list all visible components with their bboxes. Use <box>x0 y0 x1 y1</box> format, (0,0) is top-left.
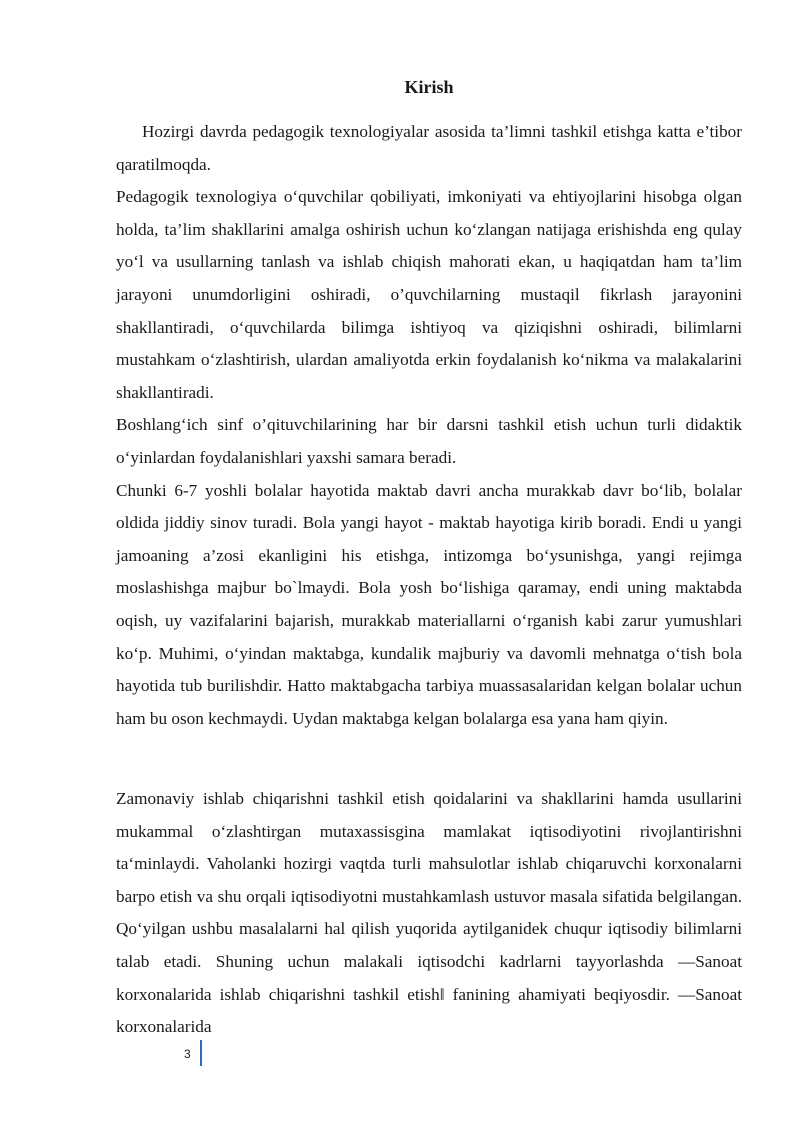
paragraph-3: Boshlang‘ich sinf o’qituvchilarining har bir darsni tashkil etish uchun turli didaktik o‘yinlardan foydalanishlari yaxshi samara beradi. <box>116 415 742 467</box>
paragraph-5: Zamonaviy ishlab chiqarishni tashkil etish qoidalarini va shakllarini hamda usullarini mukammal o‘zlashtirgan mutaxassisgina mamlakat iqtisodiyotini rivojlantirishni ta‘minlaydi. Vaholanki hozirgi vaqtda turli mahsulotlar ishlab chiqaruvchi korxonalarni barpo etish va shu orqali iqtisodiyotni mustahkamlash ustuvor masala sifatida belgilangan. Qo‘yilgan ushbu masalalarni hal qilish yuqorida aytilganidek chuqur iqtisodiy bilimlarni talab etadi. Shuning uchun malakali iqtisodchi kadrlarni tayyorlashda ―Sanoat korxonalarida ishlab chiqarishni tashkil etish‖ fanining ahamiyati beqiyosdir. ―Sanoat korxonalarida <box>116 789 742 1037</box>
page-number: 3 <box>184 1047 191 1061</box>
page-title: Kirish <box>404 77 454 97</box>
paragraph-2: Pedagogik texnologiya o‘quvchilar qobiliyati, imkoniyati va ehtiyojlarini hisobga olgan holda, ta’lim shakllarini amalga oshirish uchun ko‘zlangan natijaga erishishda eng qulay yo‘l va usullarning tanlash va ishlab chiqish mahorati ekan, u haqiqatdan ham ta’lim jarayoni unumdorligini oshiradi, o’quvchilarning mustaqil fikrlash jarayonini shakllantiradi, o‘quvchilarda bilimga ishtiyoq va qiziqishni oshiradi, bilimlarni mustahkam o‘zlashtirish, ulardan amaliyotda erkin foydalanish ko‘nikma va malakalarini shakllantiradi. <box>116 187 742 402</box>
introduction-body <box>116 116 742 735</box>
introduction-body-continued <box>116 783 742 1044</box>
paragraph-4: Chunki 6-7 yoshli bolalar hayotida maktab davri ancha murakkab davr bo‘lib, bolalar oldida jiddiy sinov turadi. Bola yangi hayot - maktab hayotiga kirib boradi. Endi u yangi jamoaning a’zosi ekanligini his etishga, intizomga bo‘ysunishga, yangi rejimga moslashishga majbur bo`lmaydi. Bola yosh bo‘lishiga qaramay, endi uning maktabda oqish, uy vazifalarini bajarish, murakkab materiallarni o‘rganish kabi zarur yumushlari ko‘p. Muhimi, o‘yindan maktabga, kundalik majburiy va davomli mehnatga o‘tish bola hayotida tub burilishdir. Hatto maktabgacha tarbiya muassasalaridan kelgan bolalar uchun ham bu oson kechmaydi. Uydan maktabga kelgan bolalarga esa yana ham qiyin. <box>116 480 742 728</box>
paragraph-1: Hozirgi davrda pedagogik texnologiyalar asosida ta’limni tashkil etishga katta e’tibor qaratilmoqda. <box>116 122 742 174</box>
page-number-divider <box>200 1040 202 1066</box>
